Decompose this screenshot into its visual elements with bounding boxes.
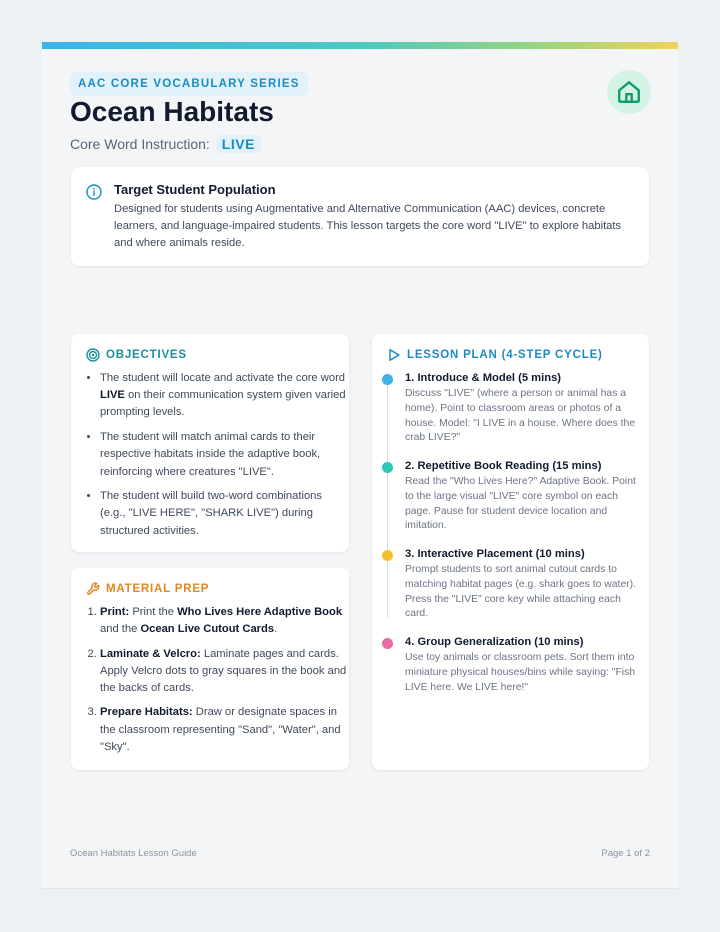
plan-heading: LESSON PLAN (4-STEP CYCLE) (407, 349, 603, 361)
step-dot (382, 462, 393, 473)
material-text: Laminate pages and cards. Apply Velcro dots to gray squares in the book and the backs of cards. (100, 647, 347, 694)
material-text: and the (100, 623, 141, 636)
gradient-top-bar (42, 42, 678, 49)
page-title: Ocean Habitats (70, 96, 274, 127)
step-body: Discuss "LIVE" (where a person or animal has a home). Point to classroom areas or photos of a house. Model: "I LIVE in a house. Where does the crab LIVE?" (405, 388, 636, 444)
material-heading: MATERIAL PREP (106, 583, 210, 595)
step-body: Read the "Who Lives Here?" Adaptive Book. Point to the large visual "LIVE" core symbol on each page. Pause for student device location and imitation. (405, 476, 636, 532)
step-dot (382, 374, 393, 385)
material-label: Print: (100, 606, 130, 618)
step-dot (382, 550, 393, 561)
info-icon (86, 184, 102, 200)
material-header (86, 582, 209, 596)
lesson-page (42, 42, 678, 889)
step-dot (382, 638, 393, 649)
wrench-icon (86, 582, 100, 596)
material-item (100, 646, 350, 698)
step-title: 4. Group Generalization (10 mins) (405, 636, 584, 648)
objective-text: The student will locate and activate the core word (100, 372, 346, 384)
home-button[interactable] (607, 70, 651, 114)
material-book-name: Who Lives Here Adaptive Book (177, 606, 343, 618)
material-item (100, 604, 350, 638)
objective-item: • The student will match animal cards to their respective habitats inside the adaptive book, reinforcing where creatures "LIVE". (100, 429, 350, 481)
objective-core-word: LIVE (100, 389, 125, 402)
objective-text: on their communication system given varied prompting levels. (100, 389, 346, 419)
footer-title: Ocean Habitats Lesson Guide (70, 848, 197, 859)
plan-step (382, 636, 637, 695)
page-subtitle (70, 135, 261, 153)
series-badge: AAC CORE VOCABULARY SERIES (70, 72, 308, 96)
core-word-chip: LIVE (216, 135, 261, 153)
target-population-card (71, 167, 649, 266)
material-label: Laminate & Velcro: (100, 647, 201, 660)
material-cards-name: Ocean Live Cutout Cards (140, 623, 275, 636)
subtitle-prefix: Core Word Instruction: (70, 136, 210, 152)
material-text: Draw or designate spaces in the classroom representing "Sand", "Water", and "Sky". (100, 706, 341, 753)
material-text: . (274, 623, 278, 636)
step-body: Use toy animals or classroom pets. Sort them into miniature physical houses/bins while saying: "Fish LIVE here. We LIVE here!" (405, 652, 636, 693)
material-list (86, 604, 350, 763)
plan-step (382, 372, 637, 446)
material-label: Prepare Habitats: (100, 706, 193, 719)
objectives-list (86, 370, 350, 547)
material-text: Print the (129, 606, 178, 618)
step-body: Prompt students to sort animal cutout cards to matching habitat pages (e.g. shark goes to water). Press the "LIVE" core key while attaching each card. (405, 564, 637, 620)
target-body: Designed for students using Augmentative and Alternative Communication (AAC) devices, concrete learners, and language-impaired students. This lesson targets the core word "LIVE" to explore habitats and where animals reside. (114, 203, 622, 249)
objective-item (100, 370, 350, 422)
target-icon (86, 348, 100, 362)
objectives-header (86, 348, 187, 362)
step-title: 3. Interactive Placement (10 mins) (405, 548, 585, 560)
objective-item: • The student will build two-word combinations (e.g., "LIVE HERE", "SHARK LIVE") during structured activities. (100, 488, 350, 540)
objectives-heading: OBJECTIVES (106, 349, 187, 361)
play-icon (387, 348, 401, 362)
material-item (100, 704, 350, 756)
step-title: 1. Introduce & Model (5 mins) (405, 372, 562, 384)
step-title: 2. Repetitive Book Reading (15 mins) (405, 460, 602, 472)
plan-step (382, 460, 637, 534)
plan-step (382, 548, 637, 622)
plan-header (387, 348, 603, 362)
home-icon (616, 79, 642, 105)
target-heading: Target Student Population (114, 182, 276, 197)
page-number: Page 1 of 2 (601, 848, 650, 859)
material-prep-card (71, 568, 349, 770)
objectives-card (71, 334, 349, 552)
lesson-plan-card (372, 334, 649, 770)
